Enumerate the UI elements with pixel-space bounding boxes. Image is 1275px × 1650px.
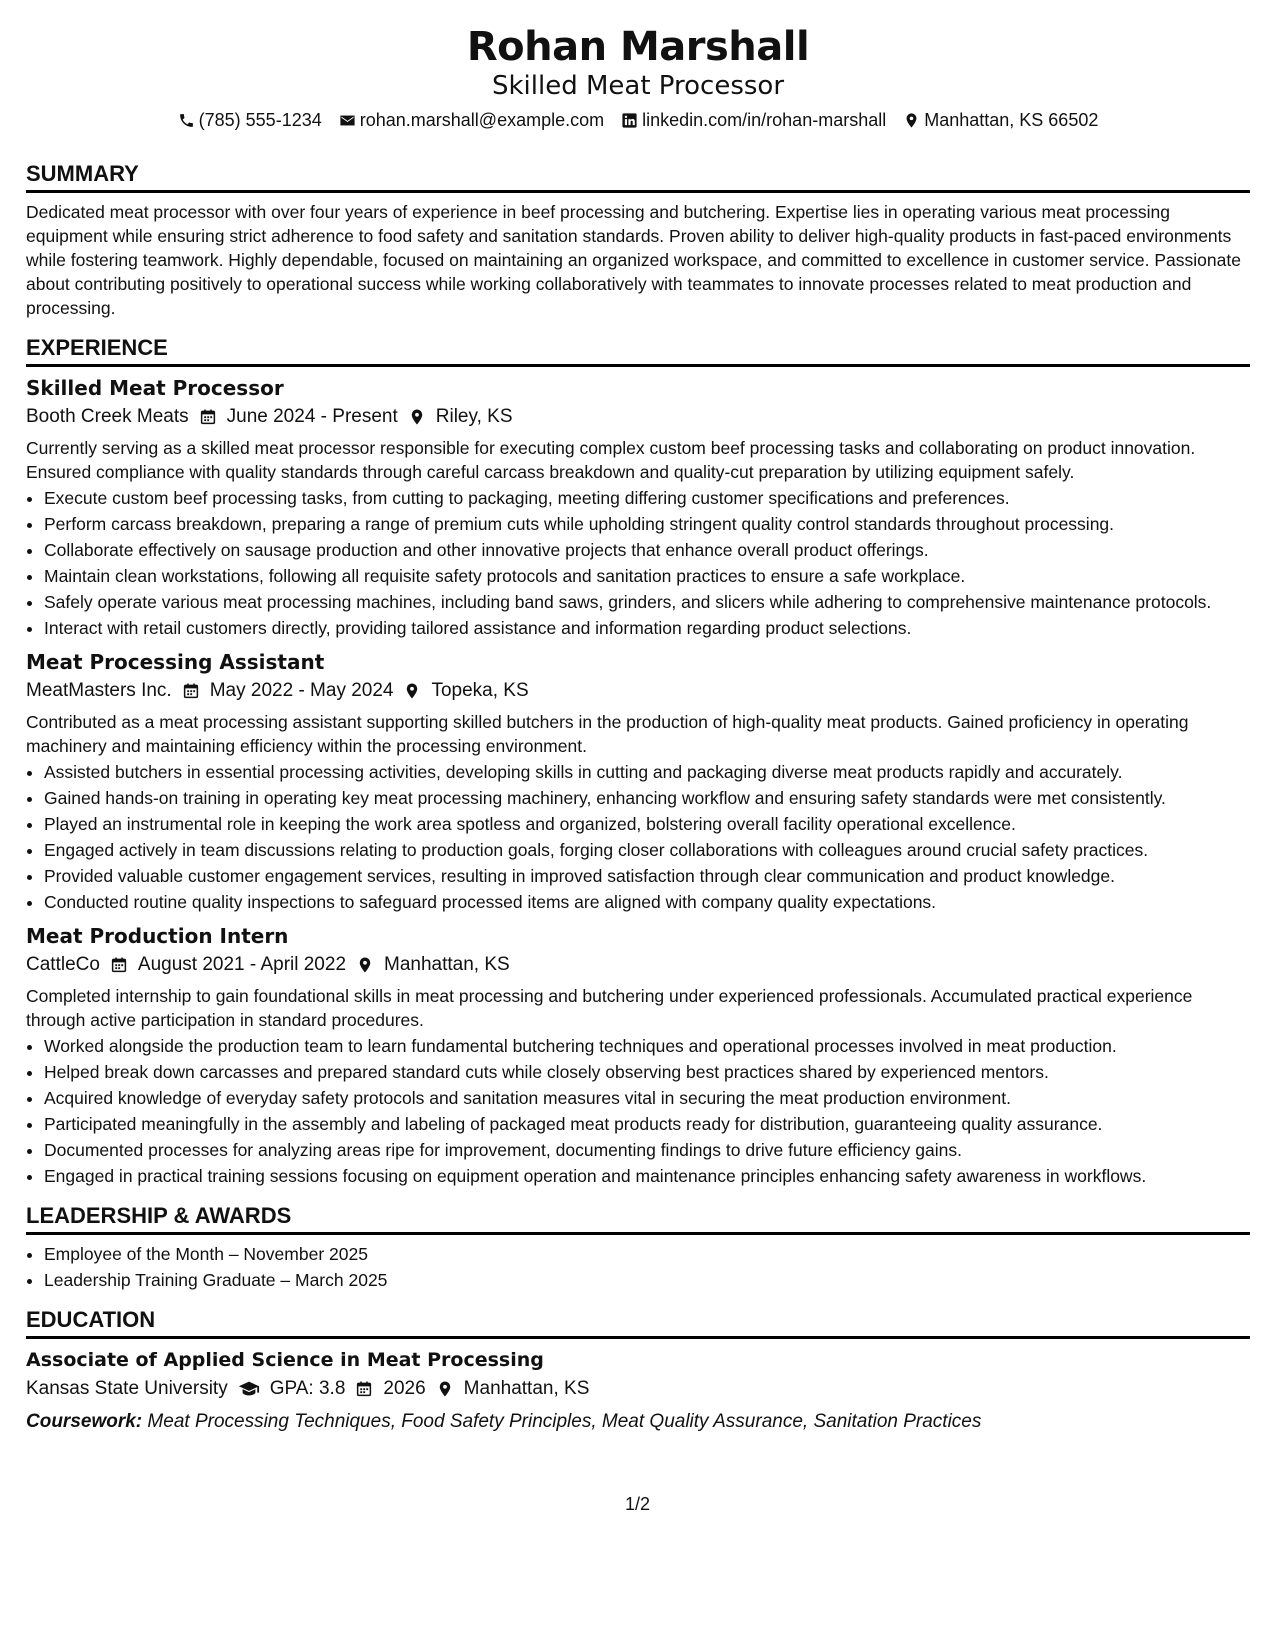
list-item: • Documented processes for analyzing areas ripe for improvement, documenting findings to drive future efficiency gains. — [44, 1138, 1250, 1162]
job-meta — [26, 676, 1250, 706]
job-location-text: Riley, KS — [435, 406, 513, 427]
list-item: • Perform carcass breakdown, preparing a range of premium cuts while upholding stringent quality control standards throughout processing. — [44, 512, 1250, 536]
job-location — [356, 950, 510, 980]
job-dates — [182, 676, 394, 706]
list-item: • Leadership Training Graduate – March 2025 — [44, 1268, 1250, 1292]
list-item: • Played an instrumental role in keeping the work area spotless and organized, bolstering overall facility operational excellence. — [44, 812, 1250, 836]
page-number: 1/2 — [624, 1494, 651, 1514]
job-bullets — [26, 486, 1250, 640]
school-name: Kansas State University — [26, 1378, 228, 1399]
phone-icon — [178, 112, 195, 129]
job-location-text: Manhattan, KS — [384, 954, 510, 975]
job-meta — [26, 402, 1250, 432]
map-pin-icon — [436, 1380, 454, 1398]
section-heading: SUMMARY — [26, 160, 1250, 193]
job-title: Meat Production Intern — [26, 924, 289, 948]
map-pin-icon — [408, 408, 426, 426]
list-item: • Gained hands-on training in operating key meat processing machinery, enhancing workflow and ensuring safety standards were met consistently. — [44, 786, 1250, 810]
coursework — [26, 1408, 1250, 1436]
resume-header — [26, 22, 1250, 132]
list-item: • Provided valuable customer engagement services, resulting in improved satisfaction through clear communication and product knowledge. — [44, 864, 1250, 888]
job-dates-text: May 2022 - May 2024 — [209, 680, 394, 701]
map-pin-icon — [903, 112, 920, 129]
list-item: • Engaged in practical training sessions focusing on equipment operation and maintenance principles enhancing safety awareness in workflows. — [44, 1164, 1250, 1188]
candidate-title: Skilled Meat Processor — [491, 71, 785, 101]
contact-phone[interactable] — [178, 108, 322, 132]
contact-location — [903, 108, 1098, 132]
contact-email[interactable] — [339, 108, 604, 132]
calendar-icon — [355, 1380, 373, 1398]
map-pin-icon — [403, 682, 421, 700]
list-item: • Employee of the Month – November 2025 — [44, 1242, 1250, 1266]
calendar-icon — [182, 682, 200, 700]
job-entry — [26, 648, 1250, 914]
job-dates — [199, 402, 398, 432]
company-name: Booth Creek Meats — [26, 406, 189, 427]
list-item: • Worked alongside the production team to learn fundamental butchering techniques and operational processes involved in meat production. — [44, 1034, 1250, 1058]
education-gpa — [238, 1374, 346, 1404]
gpa-text: GPA: 3.8 — [269, 1378, 346, 1399]
job-location-text: Topeka, KS — [431, 680, 529, 701]
job-description: Completed internship to gain foundational skills in meat processing and butchering under experienced professionals. Accumulated practical experience through active participation in standard procedures. — [26, 986, 1193, 1030]
section-heading: LEADERSHIP & AWARDS — [26, 1202, 1250, 1235]
job-description: Currently serving as a skilled meat processor responsible for executing complex custom beef processing tasks and collaborating on product innovation. Ensured compliance with quality standards through careful carcass breakdown and quality-cut preparation by utilizing equipment safely. — [26, 438, 1196, 482]
awards-section — [26, 1202, 1250, 1292]
education-location — [436, 1374, 590, 1404]
phone-text: (785) 555-1234 — [198, 110, 322, 130]
list-item: • Execute custom beef processing tasks, from cutting to packaging, meeting differing customer specifications and preferences. — [44, 486, 1250, 510]
list-item: • Acquired knowledge of everyday safety protocols and sanitation measures vital in securing the meat production environment. — [44, 1086, 1250, 1110]
education-location-text: Manhattan, KS — [463, 1378, 590, 1399]
location-text: Manhattan, KS 66502 — [924, 110, 1099, 130]
linkedin-text: linkedin.com/in/rohan-marshall — [642, 110, 887, 130]
list-item: • Conducted routine quality inspections to safeguard processed items are aligned with company quality expectations. — [44, 890, 1250, 914]
job-entry — [26, 922, 1250, 1188]
list-item: • Safely operate various meat processing machines, including band saws, grinders, and slicers while adhering to comprehensive maintenance protocols. — [44, 590, 1250, 614]
section-heading: EXPERIENCE — [26, 334, 1250, 367]
calendar-icon — [110, 956, 128, 974]
job-location — [408, 402, 513, 432]
company-name: MeatMasters Inc. — [26, 680, 172, 701]
list-item: • Participated meaningfully in the assembly and labeling of packaged meat products ready for distribution, guaranteeing quality assurance. — [44, 1112, 1250, 1136]
calendar-icon — [199, 408, 217, 426]
map-pin-icon — [356, 956, 374, 974]
list-item: • Interact with retail customers directly, providing tailored assistance and information regarding product selections. — [44, 616, 1250, 640]
education-meta — [26, 1374, 1250, 1404]
year-text: 2026 — [383, 1378, 426, 1399]
list-item: • Engaged actively in team discussions relating to production goals, forging closer collaborations with colleagues around crucial safety practices. — [44, 838, 1250, 862]
job-dates-text: June 2024 - Present — [226, 406, 398, 427]
envelope-icon — [339, 112, 356, 129]
company-name: CattleCo — [26, 954, 100, 975]
job-title: Skilled Meat Processor — [26, 376, 284, 400]
job-entry — [26, 374, 1250, 640]
contact-bar — [26, 108, 1250, 132]
experience-section — [26, 334, 1250, 1188]
candidate-name: Rohan Marshall — [466, 24, 810, 70]
education-year — [355, 1374, 425, 1404]
list-item: • Helped break down carcasses and prepared standard cuts while closely observing best practices shared by experienced mentors. — [44, 1060, 1250, 1084]
graduation-cap-icon — [238, 1378, 260, 1400]
job-title: Meat Processing Assistant — [26, 650, 325, 674]
summary-text: Dedicated meat processor with over four years of experience in beef processing and butchering. Expertise lies in operating various meat processing equipment while ensuring strict adherence to food safety and sanitation standards. Proven ability to deliver high-quality products in fast-paced environments while fostering teamwork. Highly dependable, focused on maintaining an organized workspace, and committed to excellence in customer service. Passionate about contributing positively to operational success while working collaboratively with teammates to innovate processes related to meat production and processing. — [26, 202, 1241, 318]
contact-linkedin[interactable] — [621, 108, 886, 132]
job-meta — [26, 950, 1250, 980]
job-description: Contributed as a meat processing assistant supporting skilled butchers in the production of high-quality meat products. Gained proficiency in operating machinery and maintaining efficiency within the processing environment. — [26, 712, 1189, 756]
section-heading: EDUCATION — [26, 1306, 1250, 1339]
job-bullets — [26, 1034, 1250, 1188]
summary-section — [26, 160, 1250, 320]
job-location — [403, 676, 528, 706]
job-dates-text: August 2021 - April 2022 — [137, 954, 347, 975]
awards-list — [26, 1242, 1250, 1292]
coursework-label: Coursework: — [26, 1411, 143, 1432]
list-item: • Maintain clean workstations, following all requisite safety protocols and sanitation practices to ensure a safe workplace. — [44, 564, 1250, 588]
resume-page — [26, 22, 1250, 1436]
job-bullets — [26, 760, 1250, 914]
degree-title: Associate of Applied Science in Meat Processing — [26, 1349, 544, 1371]
list-item: • Collaborate effectively on sausage production and other innovative projects that enhance overall product offerings. — [44, 538, 1250, 562]
coursework-text: Meat Processing Techniques, Food Safety Principles, Meat Quality Assurance, Sanitation Practices — [147, 1411, 982, 1432]
list-item: • Assisted butchers in essential processing activities, developing skills in cutting and packaging diverse meat products rapidly and accurately. — [44, 760, 1250, 784]
email-text: rohan.marshall@example.com — [359, 110, 605, 130]
education-section — [26, 1306, 1250, 1436]
linkedin-icon — [621, 112, 638, 129]
job-dates — [110, 950, 346, 980]
